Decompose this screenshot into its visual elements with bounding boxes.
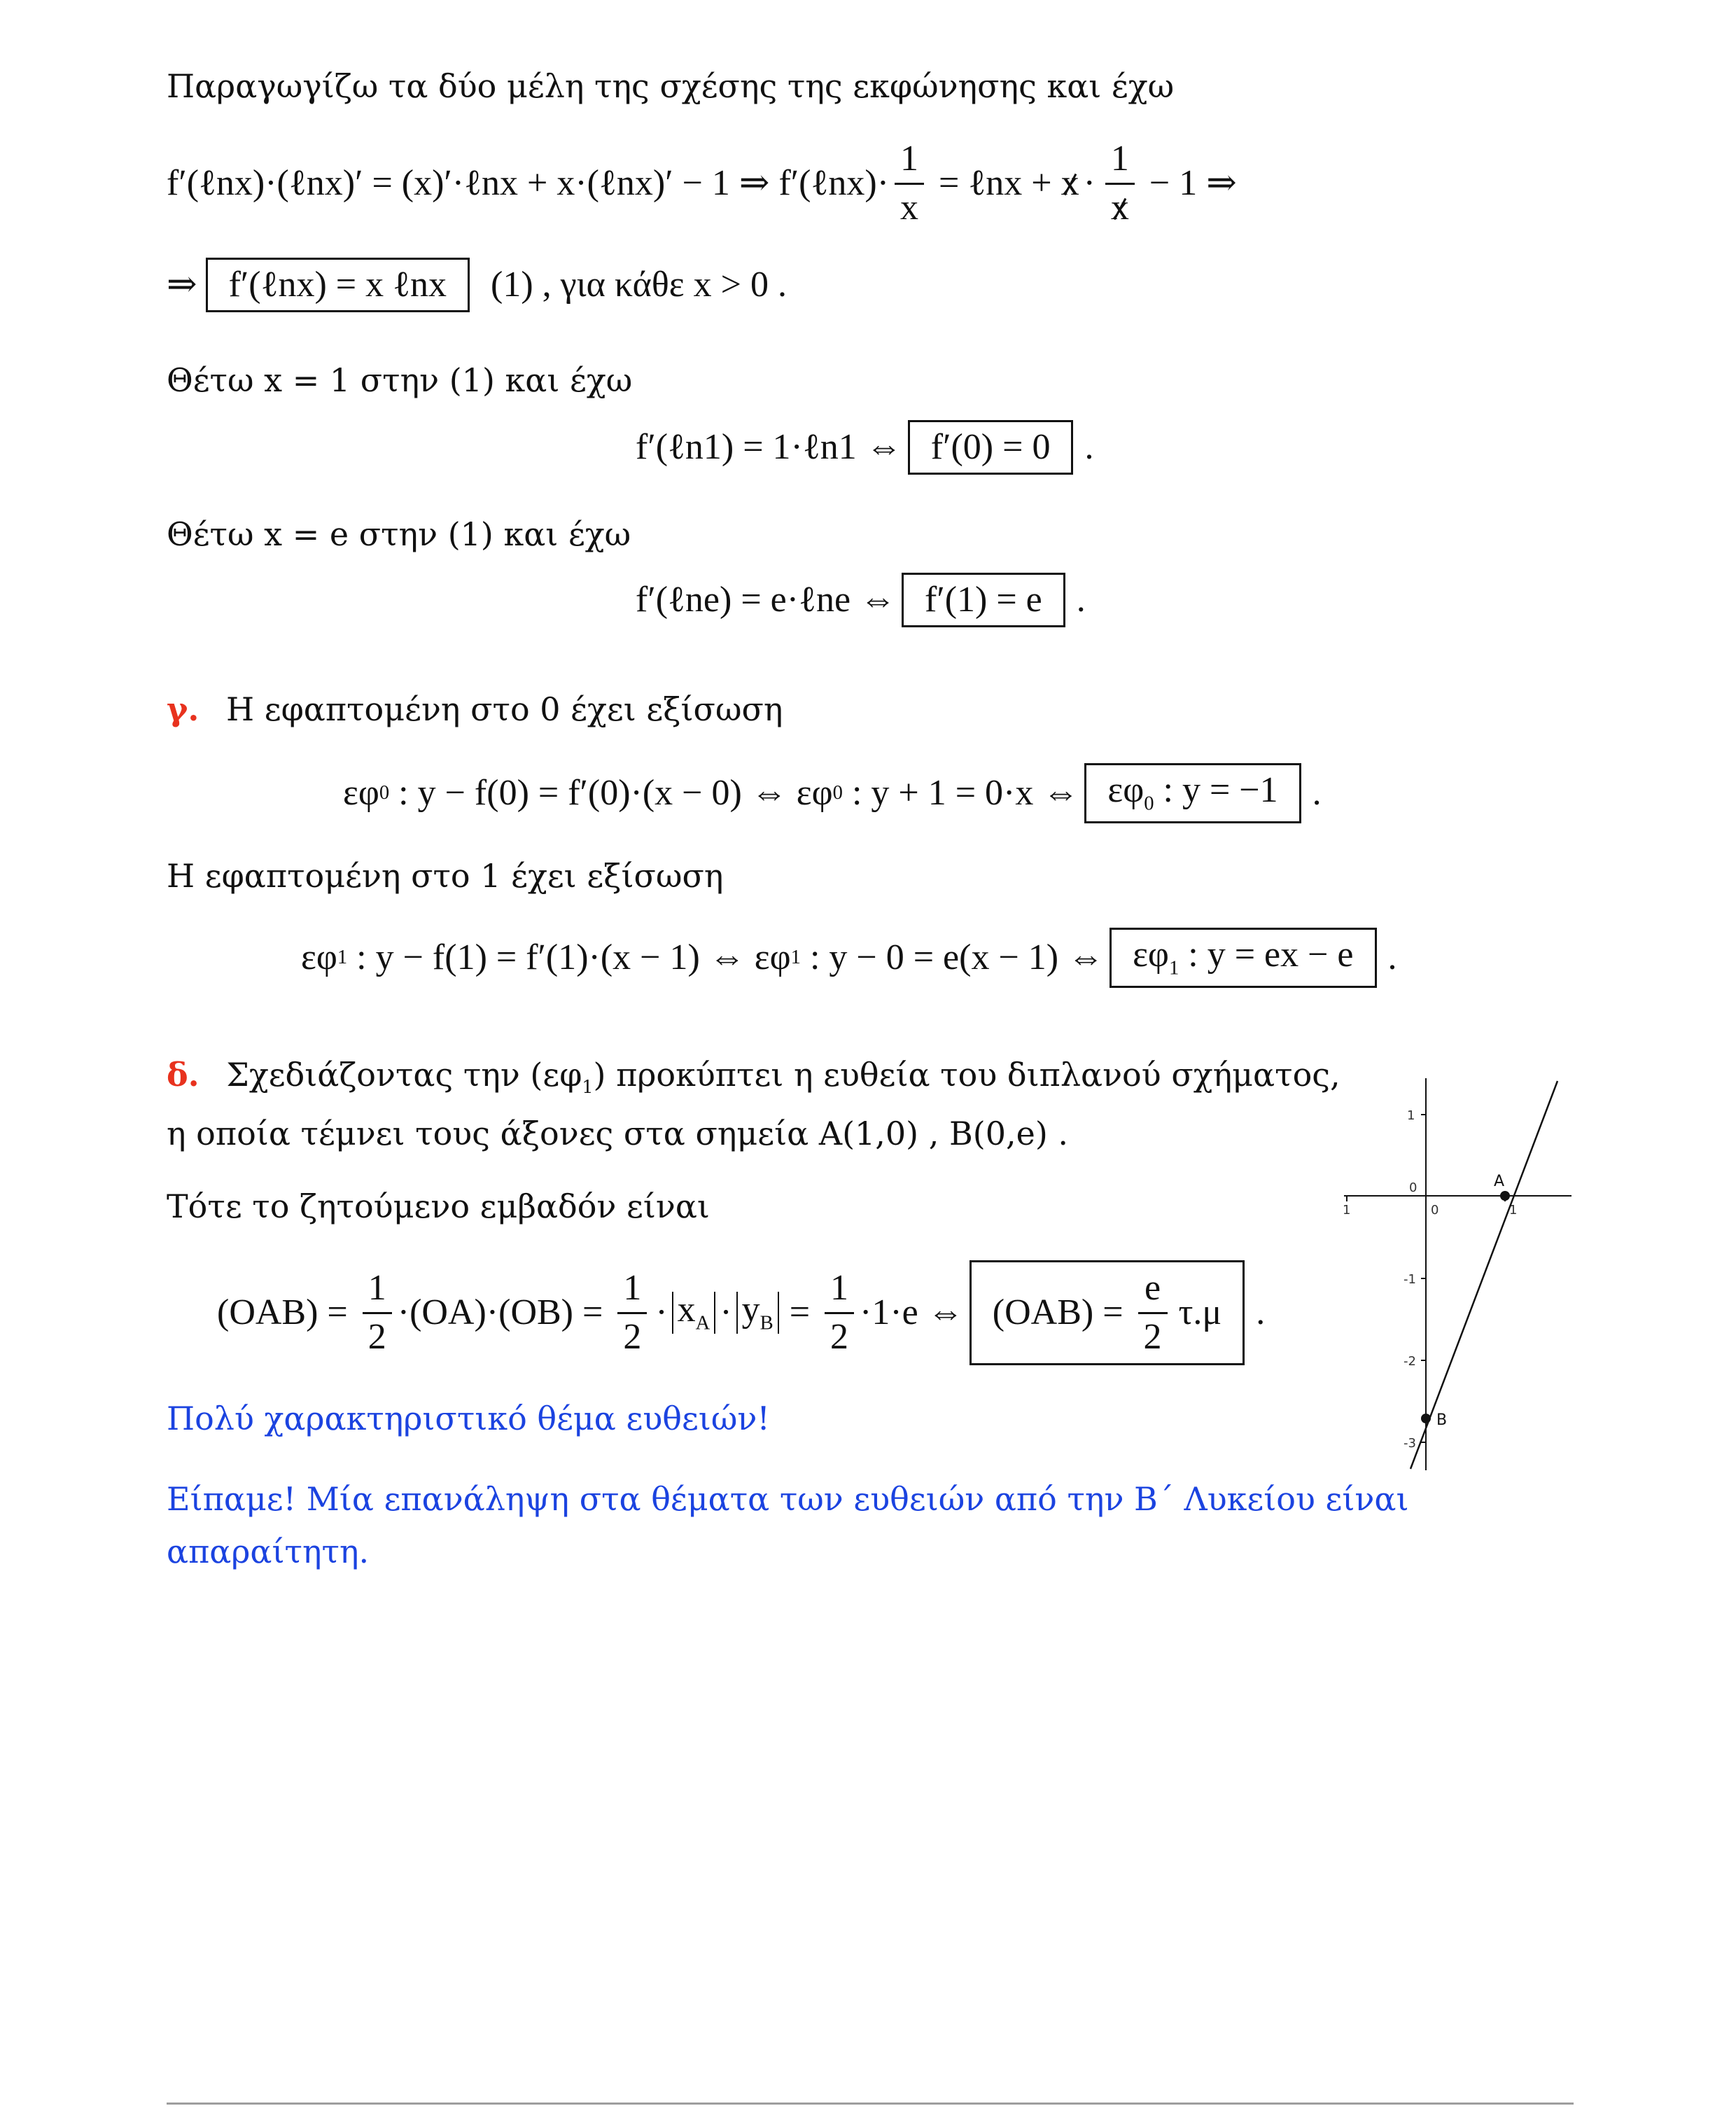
fraction-denominator: 2 xyxy=(1138,1312,1168,1357)
fraction-numerator: 1 xyxy=(623,1268,642,1308)
delta-line-3: Τότε το ζητούμενο εμβαδόν είναι xyxy=(167,1187,710,1225)
subscript: 0 xyxy=(379,781,390,804)
fraction-numerator: 1 xyxy=(368,1268,386,1308)
section-label-gamma: γ. xyxy=(167,690,200,728)
intro-text: Παραγωγίζω τα δύο μέλη της σχέσης της εκφώνησης και έχω xyxy=(167,67,1175,105)
fraction-e-half xyxy=(1138,1269,1168,1356)
point-a-marker xyxy=(1500,1191,1510,1201)
x-tick-label: 0 xyxy=(1431,1203,1439,1218)
y-tick-label: 0 xyxy=(1409,1180,1418,1195)
derivative-equation xyxy=(167,140,1237,227)
set-x-1-text: Θέτω x = 1 στην (1) και έχω xyxy=(167,361,633,399)
note-characteristic: Πολύ χαρακτηριστικό θέμα ευθειών! xyxy=(167,1400,770,1437)
period: . xyxy=(1387,937,1397,977)
fraction-denominator: x xyxy=(895,183,924,228)
y-tick-label: 1 xyxy=(1407,1108,1415,1123)
fraction-numerator: 1 xyxy=(900,139,919,179)
delta-text: Σχεδιάζοντας την (εφ xyxy=(226,1056,582,1094)
tangent-line-graph xyxy=(1330,1071,1582,1477)
equation-part: : y = −1 xyxy=(1154,770,1278,810)
subscript: 1 xyxy=(790,946,801,968)
implies-arrow: ⇒ xyxy=(167,265,197,305)
equation-part: (OAB) = xyxy=(217,1292,357,1333)
tangent-1-equation xyxy=(301,928,1397,988)
cancelled-x: x xyxy=(1110,187,1129,228)
gamma-heading xyxy=(167,690,783,728)
equation-part: εφ xyxy=(1107,770,1144,810)
point-b-label: B xyxy=(1436,1411,1448,1429)
delta-heading xyxy=(167,1056,1340,1098)
fraction-one-half xyxy=(617,1269,647,1356)
equation-part: : y − f(1) = f′(1)·(x − 1) ⇔ εφ xyxy=(347,937,791,977)
fraction-one-half xyxy=(825,1269,854,1356)
eq1-mid: = ℓnx + xyxy=(930,163,1061,204)
fraction-denominator xyxy=(1105,183,1135,228)
footer-divider xyxy=(167,2102,1574,2105)
period: . xyxy=(1256,1292,1266,1333)
period: . xyxy=(1084,427,1094,467)
subscript: B xyxy=(760,1312,774,1334)
unit-label: τ.μ xyxy=(1178,1292,1222,1333)
fraction-denominator: 2 xyxy=(825,1312,854,1357)
y-tick-label: -2 xyxy=(1404,1354,1416,1369)
subscript: 1 xyxy=(582,1077,594,1098)
equation-part: εφ xyxy=(1133,935,1169,975)
subscript: 0 xyxy=(832,781,843,804)
equation-part: (OAB) = xyxy=(992,1292,1133,1333)
equation-part: f′(ℓn1) = 1·ℓn1 ⇔ xyxy=(636,427,902,467)
dot: · xyxy=(655,1292,668,1333)
fraction-numerator: 1 xyxy=(830,1268,849,1308)
equation-part: : y + 1 = 0·x ⇔ xyxy=(842,772,1079,813)
equation-part: : y − f(0) = f′(0)·(x − 0) ⇔ εφ xyxy=(389,772,833,813)
equation-part: : y = ex − e xyxy=(1179,935,1354,975)
abs-y-b xyxy=(736,1292,779,1334)
variable: x xyxy=(677,1290,696,1330)
result-box xyxy=(969,1260,1245,1365)
set-x-e-equation xyxy=(636,573,1086,627)
x-tick-label: 1 xyxy=(1343,1203,1351,1218)
result-box: f′(1) = e xyxy=(902,573,1065,627)
x-tick-label: 1 xyxy=(1509,1203,1518,1218)
variable: y xyxy=(741,1290,760,1330)
abs-x-a xyxy=(672,1292,716,1334)
period: . xyxy=(1076,580,1086,620)
tangent-line xyxy=(1410,1081,1558,1469)
fraction-denominator: 2 xyxy=(617,1312,647,1357)
result-box: f′(0) = 0 xyxy=(908,420,1074,475)
period: . xyxy=(1312,772,1322,813)
note-revision-line-2: απαραίτητη. xyxy=(167,1533,370,1570)
eq1-left: f′(ℓnx)·(ℓnx)′ = (x)′·ℓnx + x·(ℓnx)′ − 1 ⇒ f′(ℓnx)· xyxy=(167,163,890,204)
equation-part: : y − 0 = e(x − 1) ⇔ xyxy=(800,937,1105,977)
note-revision-line-1: Είπαμε! Μία επανάληψη στα θέματα των ευθειών από την Β΄ Λυκείου είναι xyxy=(167,1480,1409,1518)
fraction-denominator: 2 xyxy=(363,1312,392,1357)
set-x-1-equation xyxy=(636,420,1093,475)
result-box xyxy=(1084,763,1301,823)
delta-text: ) προκύπτει η ευθεία του διπλανού σχήματος, xyxy=(593,1056,1340,1094)
y-tick-label: -1 xyxy=(1404,1272,1416,1287)
equation-part: ·(OA)·(OB) = xyxy=(397,1292,612,1333)
equation-part: = xyxy=(780,1292,820,1333)
fraction-numerator: e xyxy=(1144,1268,1161,1308)
equation-part: f′(ℓne) = e·ℓne ⇔ xyxy=(636,580,897,620)
fraction-1-over-x xyxy=(895,140,924,227)
result-box: f′(ℓnx) = x ℓnx xyxy=(206,258,470,312)
eq1-dot: · xyxy=(1083,163,1096,204)
tangent-0-equation xyxy=(343,763,1322,823)
section-label-delta: δ. xyxy=(167,1056,200,1094)
point-a-label: A xyxy=(1494,1173,1505,1190)
boxed-result-1 xyxy=(167,258,787,312)
dot: · xyxy=(720,1292,732,1333)
fraction-1-over-x-cancelled xyxy=(1105,140,1135,227)
eq1-tail: − 1 ⇒ xyxy=(1140,163,1237,204)
equation-part: εφ xyxy=(301,937,337,977)
tangent-1-text: Η εφαπτομένη στο 1 έχει εξίσωση xyxy=(167,857,724,895)
set-x-e-text: Θέτω x = e στην (1) και έχω xyxy=(167,515,631,553)
subscript: 1 xyxy=(1168,957,1180,979)
subscript: 0 xyxy=(1144,793,1154,815)
equation-part: εφ xyxy=(343,772,379,813)
cancelled-x: x xyxy=(1060,163,1079,204)
subscript: A xyxy=(695,1312,710,1334)
fraction-one-half xyxy=(363,1269,392,1356)
delta-line-2: η οποία τέμνει τους άξονες στα σημεία A(1,0) , B(0,e) . xyxy=(167,1115,1069,1152)
area-equation xyxy=(217,1260,1265,1365)
equation-part: ·1·e ⇔ xyxy=(860,1292,964,1333)
point-b-marker xyxy=(1421,1414,1431,1423)
result-box xyxy=(1110,928,1376,988)
subscript: 1 xyxy=(337,946,348,968)
y-tick-label: -3 xyxy=(1404,1436,1416,1451)
eq2-rest: (1) , για κάθε x > 0 . xyxy=(491,265,787,305)
fraction-numerator: 1 xyxy=(1110,139,1129,179)
gamma-text: Η εφαπτομένη στο 0 έχει εξίσωση xyxy=(226,690,783,728)
